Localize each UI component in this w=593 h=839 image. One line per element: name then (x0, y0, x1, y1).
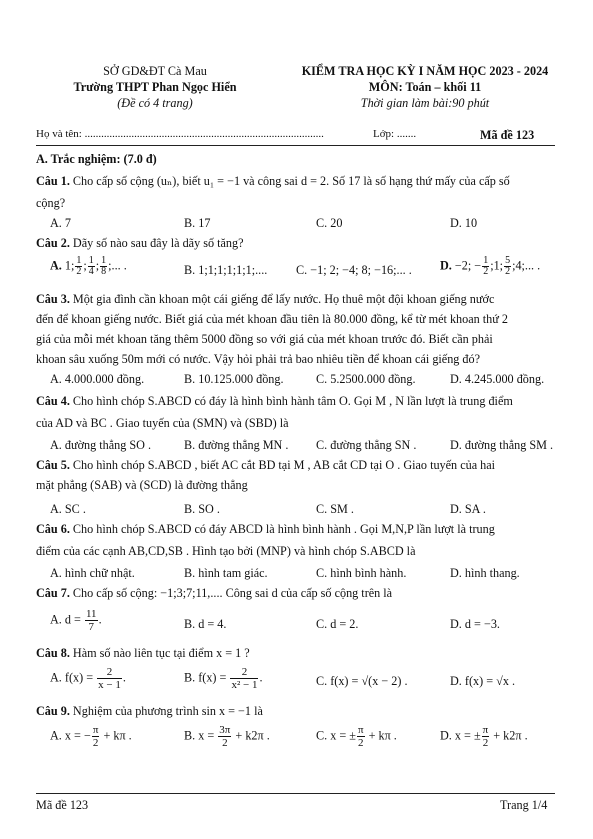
q9-a-prefix: A. x = − (50, 728, 91, 743)
q8-option-d: D. f(x) = √x . (450, 674, 516, 688)
q8-a-prefix: A. f(x) = (50, 670, 94, 685)
q9-c-prefix: C. x = ± (316, 728, 356, 743)
q2-d-prefix: D. (440, 258, 452, 273)
divider (36, 145, 555, 146)
q2-option-d: D. −2; − $\frac{1}{2}$ ;1; $\frac{5}{2}$ ;4;... . (440, 255, 541, 277)
q2-num: Câu 2. (36, 236, 70, 250)
q6-option-c: C. hình bình hành. (316, 566, 407, 580)
q3-option-b: B. 10.125.000 đồng. (184, 372, 284, 386)
q2-option-b: B. 1;1;1;1;1;1;.... (184, 263, 268, 277)
q9-text: Nghiệm của phương trình sin x = −1 là (72, 704, 263, 718)
q9-option-d: D. x = ± $\frac{\pi}{2}$ + k2π . (440, 724, 528, 749)
q6-option-d: D. hình thang. (450, 566, 520, 580)
school-name: Trường THPT Phan Ngọc Hiển (73, 80, 237, 94)
q6-option-a: A. hình chữ nhật. (50, 566, 135, 580)
q9-b-prefix: B. x = (184, 728, 215, 743)
q1-option-a: A. 7 (50, 216, 71, 230)
q3-line3: giá của mỗi mét khoan tăng thêm 5000 đồng so với giá của mét khoan trước đó. Biết cần phải (36, 332, 493, 346)
q4-option-a: A. đường thẳng SO . (50, 438, 152, 452)
q7-a-prefix: A. d = (50, 612, 81, 627)
q4-line1 (36, 394, 548, 409)
exam-title: KIỂM TRA HỌC KỲ I NĂM HỌC 2023 - 2024 (301, 64, 549, 78)
q8-line1 (36, 646, 548, 661)
q5-option-a: A. SC . (50, 502, 86, 516)
q7-option-a: A. d = $\frac{11}{7}$ . (50, 608, 102, 633)
q9-option-b: B. x = $\frac{3\pi}{2}$ + k2π . (184, 724, 270, 749)
q1-option-b: B. 17 (184, 216, 211, 230)
q8-option-c: C. f(x) = √(x − 2) . (316, 674, 408, 688)
q7-option-b: B. d = 4. (184, 617, 227, 631)
q8-num: Câu 8. (36, 646, 70, 660)
q3-num: Câu 3. (36, 292, 70, 306)
q3-line1 (36, 292, 548, 307)
q9-option-a: A. x = − $\frac{\pi}{2}$ + kπ . (50, 724, 132, 749)
q1-option-d: D. 10 (450, 216, 478, 230)
q9-d-prefix: D. x = ± (440, 728, 481, 743)
q2-option-c: C. −1; 2; −4; 8; −16;... . (296, 263, 412, 277)
pages-note: (Đề có 4 trang) (117, 96, 193, 110)
q6-option-b: B. hình tam giác. (184, 566, 268, 580)
q9-num: Câu 9. (36, 704, 70, 718)
q5-option-d: D. SA . (450, 502, 486, 516)
q6-line1 (36, 522, 548, 537)
q9-option-c: C. x = ± $\frac{\pi}{2}$ + kπ . (316, 724, 397, 749)
q2-line1 (36, 236, 548, 251)
q1-option-c: C. 20 (316, 216, 343, 230)
q6-num: Câu 6. (36, 522, 70, 536)
q2-a-prefix: A. (50, 258, 62, 273)
q5-option-c: C. SM . (316, 502, 354, 516)
dept-name: SỞ GD&ĐT Cà Mau (103, 64, 207, 78)
q3-option-d: D. 4.245.000 đồng. (450, 372, 545, 386)
q3-text: Một gia đình cần khoan một cái giếng để lấy nước. Họ thuê một đội khoan giếng nước (72, 292, 495, 306)
q2-option-a: A. 1; $\frac{1}{2}$ ; $\frac{1}{4}$ ; $\frac{1}{8}$ ;... . (50, 255, 127, 277)
q1-line2: cộng? (36, 196, 66, 210)
q8-text: Hàm số nào liên tục tại điểm x = 1 ? (72, 646, 250, 660)
q5-text: Cho hình chóp S.ABCD , biết AC cắt BD tại M , AB cắt CD tại O . Giao tuyến của hai (72, 458, 496, 472)
q4-option-d: D. đường thẳng SM . (450, 438, 554, 452)
q3-option-a: A. 4.000.000 đồng. (50, 372, 145, 386)
exam-subject: MÔN: Toán – khối 11 (368, 80, 482, 94)
q7-num: Câu 7. (36, 586, 70, 600)
exam-time: Thời gian làm bài:90 phút (360, 96, 490, 110)
student-name-field: Họ và tên: ....................................................................................... (36, 128, 324, 140)
q5-num: Câu 5. (36, 458, 70, 472)
q7-text: Cho cấp số cộng: −1;3;7;11,.... Công sai d của cấp số cộng trên là (72, 586, 393, 600)
section-a-title: A. Trắc nghiệm: (7.0 đ) (36, 152, 157, 166)
footer-exam-code: Mã đề 123 (36, 798, 89, 812)
q6-line2: điểm của các cạnh AB,CD,SB . Hình tạo bởi (MNP) và hình chóp S.ABCD là (36, 544, 416, 558)
q6-text: Cho hình chóp S.ABCD có đáy ABCD là hình bình hành . Gọi M,N,P lần lượt là trung (72, 522, 495, 536)
q5-line1 (36, 458, 548, 473)
class-field: Lớp: ....... (373, 128, 417, 140)
q4-line2: của AD và BC . Giao tuyến của (SMN) và (SBD) là (36, 416, 289, 430)
q3-option-c: C. 5.2500.000 đồng. (316, 372, 416, 386)
q7-option-d: D. d = −3. (450, 617, 500, 631)
q4-num: Câu 4. (36, 394, 70, 408)
footer-divider (36, 793, 555, 794)
exam-code: Mã đề 123 (480, 128, 535, 142)
q3-line4: khoan sâu xuống 50m mới có nước. Vậy hỏi phải trả bao nhiêu tiền để khoan cái giếng đó? (36, 352, 481, 366)
q7-option-c: C. d = 2. (316, 617, 359, 631)
q8-b-prefix: B. f(x) = (184, 670, 227, 685)
q3-line2: đến để khoan giếng nước. Biết giá của mét khoan đầu tiên là 80.000 đồng, kể từ mét khoan thứ 2 (36, 312, 509, 326)
q5-option-b: B. SO . (184, 502, 220, 516)
q9-line1 (36, 704, 548, 719)
q8-option-a: A. f(x) = $\frac{2}{x - 1}$ . (50, 666, 126, 691)
q4-option-c: C. đường thẳng SN . (316, 438, 417, 452)
q1-line1 (36, 174, 548, 189)
q1-num: Câu 1. (36, 174, 70, 188)
q5-line2: mặt phẳng (SAB) và (SCD) là đường thẳng (36, 478, 248, 492)
q8-option-b: B. f(x) = $\frac{2}{\text{x² − 1}}$ . (184, 666, 263, 691)
q2-text: Dãy số nào sau đây là dãy số tăng? (72, 236, 244, 250)
q4-text: Cho hình chóp S.ABCD có đáy là hình bình hành tâm O. Gọi M , N lần lượt là trung điểm (72, 394, 513, 408)
q1-text: Cho cấp số cộng (uₙ), biết u₁ = −1 và công sai d = 2. Số 17 là số hạng thứ mấy của cấp số (72, 174, 510, 188)
footer-page-number: Trang 1/4 (500, 798, 548, 812)
q4-option-b: B. đường thẳng MN . (184, 438, 289, 452)
q7-line1 (36, 586, 548, 601)
